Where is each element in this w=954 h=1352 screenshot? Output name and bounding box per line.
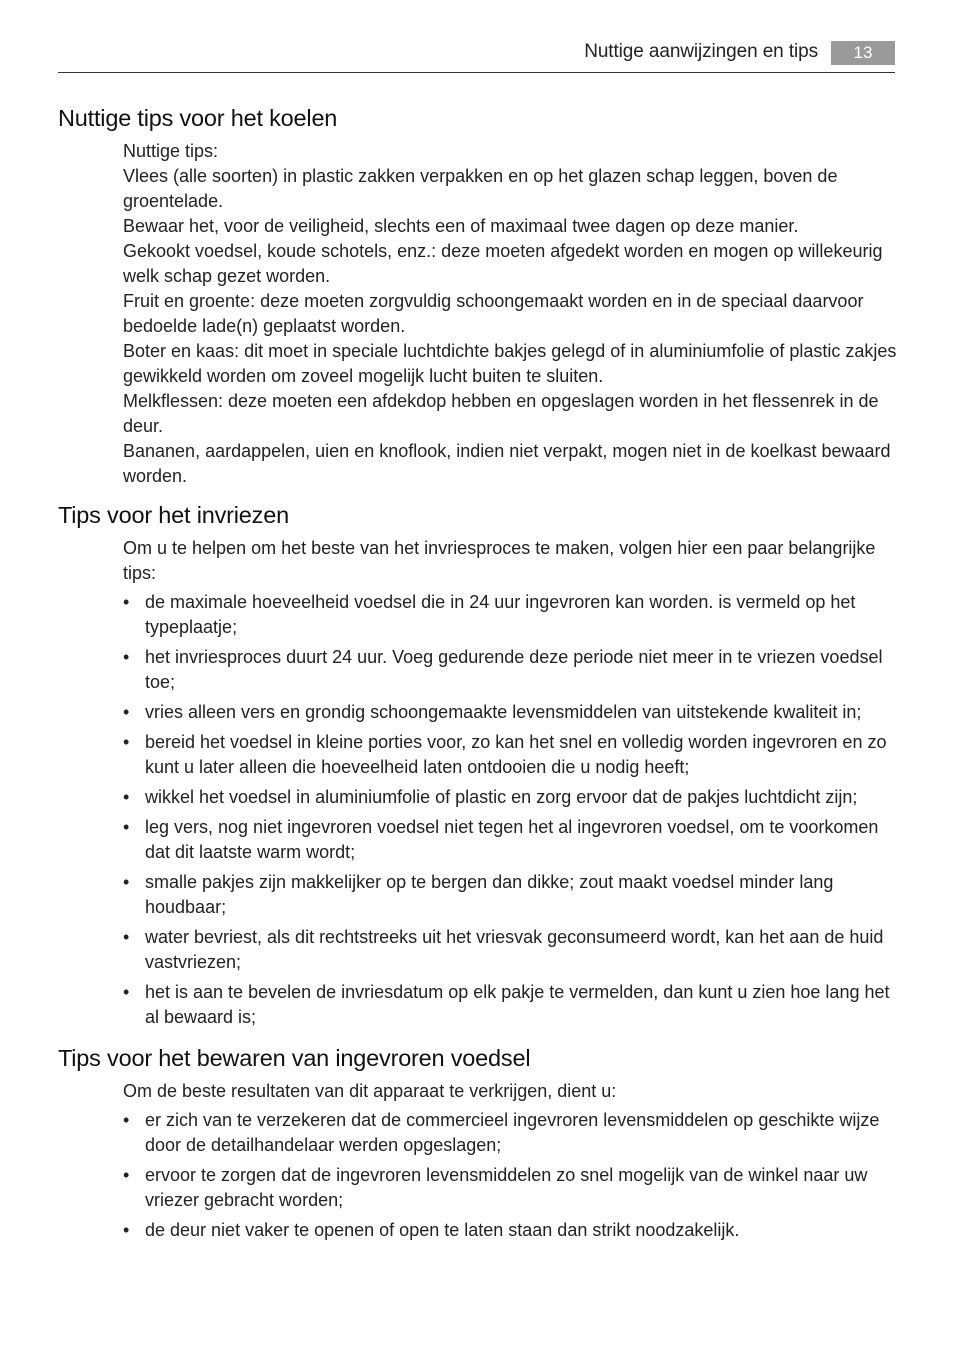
list-item: • leg vers, nog niet ingevroren voedsel niet tegen het al ingevroren voedsel, om te voorkomen dat dit laatste warm wordt;: [123, 815, 898, 865]
list-item: • smalle pakjes zijn makkelijker op te bergen dan dikke; zout maakt voedsel minder lang houdbaar;: [123, 870, 898, 920]
cooling-tip-line: Vlees (alle soorten) in plastic zakken verpakken en op het glazen schap leggen, boven de groentelade.: [123, 166, 838, 211]
header-title: Nuttige aanwijzingen en tips: [584, 41, 818, 62]
cooling-tip-line: Bewaar het, voor de veiligheid, slechts een of maximaal twee dagen op deze manier.: [123, 216, 799, 236]
section-title-cooling: Nuttige tips voor het koelen: [58, 105, 338, 131]
freezing-intro: Om u te helpen om het beste van het invriesproces te maken, volgen hier een paar belangrijke tips:: [123, 538, 876, 583]
storing-tips-list: [123, 1108, 898, 1243]
section-storing-tips: [58, 1042, 898, 1243]
freezing-tips-list: [123, 590, 898, 1030]
storing-intro: Om de beste resultaten van dit apparaat te verkrijgen, dient u:: [123, 1081, 617, 1101]
section-title-storing: Tips voor het bewaren van ingevroren voedsel: [58, 1045, 531, 1071]
list-item: • vries alleen vers en grondig schoongemaakte levensmiddelen van uitstekende kwaliteit in;: [123, 700, 898, 725]
section-freezing-tips: [58, 499, 898, 1030]
cooling-tip-line: Gekookt voedsel, koude schotels, enz.: deze moeten afgedekt worden en mogen op willekeurig welk schap gezet worden.: [123, 241, 883, 286]
section-title-freezing: Tips voor het invriezen: [58, 502, 289, 528]
list-item: • bereid het voedsel in kleine porties voor, zo kan het snel en volledig worden ingevroren en zo kunt u later alleen die hoeveelheid laten ontdooien die u nodig heeft;: [123, 730, 898, 780]
list-item: • ervoor te zorgen dat de ingevroren levensmiddelen zo snel mogelijk van de winkel naar uw vriezer gebracht worden;: [123, 1163, 898, 1213]
list-item: • water bevriest, als dit rechtstreeks uit het vriesvak geconsumeerd wordt, kan het aan de huid vastvriezen;: [123, 925, 898, 975]
storing-tips-body: [123, 1079, 898, 1243]
page-number: 13: [831, 41, 895, 65]
cooling-tip-line: Bananen, aardappelen, uien en knoflook, indien niet verpakt, mogen niet in de koelkast bewaard worden.: [123, 441, 891, 486]
list-item: • het is aan te bevelen de invriesdatum op elk pakje te vermelden, dan kunt u zien hoe lang het al bewaard is;: [123, 980, 898, 1030]
page-header: [58, 40, 895, 73]
cooling-tips-body: [123, 139, 898, 489]
page-content: [58, 102, 898, 1248]
section-cooling-tips: [58, 102, 898, 489]
cooling-tip-line: Nuttige tips:: [123, 141, 219, 161]
list-item: • er zich van te verzekeren dat de commercieel ingevroren levensmiddelen op geschikte wijze door de detailhandelaar werden opgeslagen;: [123, 1108, 898, 1158]
cooling-tip-line: Fruit en groente: deze moeten zorgvuldig schoongemaakt worden en in de speciaal daarvoor bedoelde lade(n) geplaatst worden.: [123, 291, 864, 336]
list-item: • de maximale hoeveelheid voedsel die in 24 uur ingevroren kan worden. is vermeld op het typeplaatje;: [123, 590, 898, 640]
cooling-tip-line: Melkflessen: deze moeten een afdekdop hebben en opgeslagen worden in het flessenrek in de deur.: [123, 391, 879, 436]
cooling-tip-line: Boter en kaas: dit moet in speciale luchtdichte bakjes gelegd of in aluminiumfolie of plastic zakjes gewikkeld worden om zoveel mogelijk lucht buiten te sluiten.: [123, 341, 897, 386]
freezing-tips-body: [123, 536, 898, 1030]
list-item: • de deur niet vaker te openen of open te laten staan dan strikt noodzakelijk.: [123, 1218, 898, 1243]
list-item: • wikkel het voedsel in aluminiumfolie of plastic en zorg ervoor dat de pakjes luchtdicht zijn;: [123, 785, 898, 810]
list-item: • het invriesproces duurt 24 uur. Voeg gedurende deze periode niet meer in te vriezen voedsel toe;: [123, 645, 898, 695]
